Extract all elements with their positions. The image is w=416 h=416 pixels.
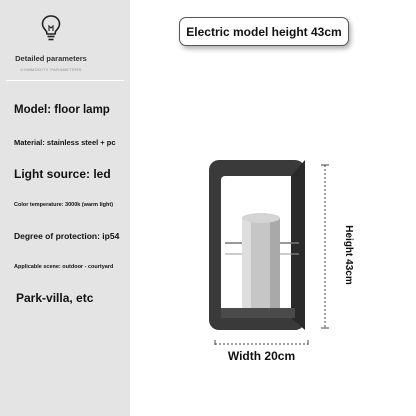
sidebar <box>0 0 130 416</box>
sidebar-heading: Detailed parameters <box>15 54 87 63</box>
param-park-villa: Park-villa, etc <box>16 291 94 305</box>
param-light-source: Light source: led <box>14 167 111 181</box>
main-title-box: Electric model height 43cm <box>179 17 349 46</box>
lightbulb-icon <box>40 14 62 42</box>
param-applicable-scene: Applicable scene: outdoor - courtyard <box>14 264 114 270</box>
param-protection: Degree of protection: ip54 <box>14 231 120 241</box>
sidebar-divider <box>6 80 124 81</box>
param-color-temperature: Color temperature: 3000k (warm light) <box>14 202 114 208</box>
floor-lamp-image <box>205 150 330 345</box>
param-model: Model: floor lamp <box>14 104 110 116</box>
width-dimension-label: Width 20cm <box>227 349 296 363</box>
sidebar-subheading: COMMODITY PARAMETERS <box>20 67 82 72</box>
param-material: Material: stainless steel + pc <box>14 138 116 147</box>
height-dimension-label: Height 43cm <box>343 225 354 285</box>
